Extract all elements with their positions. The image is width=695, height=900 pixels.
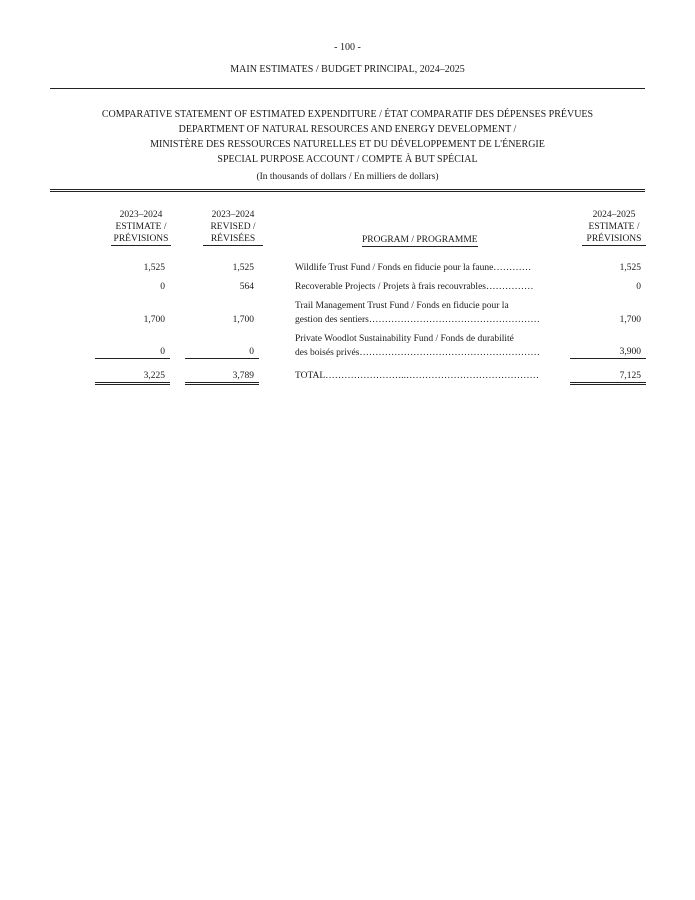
title-line: DEPARTMENT OF NATURAL RESOURCES AND ENERGY DEVELOPMENT / bbox=[178, 124, 517, 135]
table-row-1-revised: 1,525 bbox=[232, 263, 254, 273]
column-header-line: 2023–2024 bbox=[211, 210, 255, 220]
table-row-1-curr-estimate: 1,525 bbox=[619, 263, 641, 273]
table-row-2-prev-estimate: 0 bbox=[160, 282, 165, 292]
program-line: Trail Management Trust Fund / Fonds en fiducie pour la bbox=[295, 301, 509, 311]
table-row-4-revised: 0 bbox=[249, 347, 254, 357]
statement-title bbox=[50, 107, 645, 167]
subtotal-rule bbox=[570, 358, 646, 359]
table-row-1-program bbox=[295, 261, 560, 275]
title-line: SPECIAL PURPOSE ACCOUNT / COMPTE À BUT SPÉCIAL bbox=[217, 154, 478, 165]
table-row-1-prev-estimate: 1,525 bbox=[143, 263, 165, 273]
program-line: Private Woodlot Sustainability Fund / Fonds de durabilité bbox=[295, 334, 514, 344]
units-note: (In thousands of dollars / En milliers de dollars) bbox=[256, 172, 439, 182]
table-row-3-revised: 1,700 bbox=[232, 315, 254, 325]
column-header-line: 2024–2025 bbox=[592, 210, 636, 220]
column-header-line: ESTIMATE / bbox=[588, 222, 640, 232]
total-prev-estimate: 3,225 bbox=[143, 371, 165, 381]
total-double-rule bbox=[570, 382, 646, 385]
column-header-estimate-2024 bbox=[582, 209, 646, 246]
running-header: MAIN ESTIMATES / BUDGET PRINCIPAL, 2024–2025 bbox=[230, 64, 465, 75]
table-row-3-prev-estimate: 1,700 bbox=[143, 315, 165, 325]
title-line: COMPARATIVE STATEMENT OF ESTIMATED EXPENDITURE / ÉTAT COMPARATIF DES DÉPENSES PRÉVUES bbox=[101, 109, 594, 120]
column-header-revised-2023 bbox=[203, 209, 263, 246]
program-line: gestion des sentiers……………………………………………… bbox=[295, 315, 540, 325]
title-line: MINISTÈRE DES RESSOURCES NATURELLES ET DU DÉVELOPPEMENT DE L'ÉNERGIE bbox=[150, 139, 545, 150]
table-row-2-program bbox=[295, 280, 560, 294]
column-header-estimate-2023 bbox=[111, 209, 171, 246]
total-double-rule bbox=[95, 382, 170, 385]
total-double-rule bbox=[185, 382, 259, 385]
program-line: Wildlife Trust Fund / Fonds en fiducie pour la faune………… bbox=[295, 263, 532, 273]
header-rule bbox=[50, 88, 645, 89]
column-header-program: PROGRAM / PROGRAMME bbox=[362, 235, 478, 245]
subtotal-rule bbox=[185, 358, 259, 359]
program-line: des boisés privés………………………………………………… bbox=[295, 348, 540, 358]
column-header-line: REVISED / bbox=[210, 222, 256, 232]
total-label: TOTAL……………………..…………………………………… bbox=[295, 371, 539, 381]
table-row-3-curr-estimate: 1,700 bbox=[619, 315, 641, 325]
table-row-4-prev-estimate: 0 bbox=[160, 347, 165, 357]
table-row-2-revised: 564 bbox=[239, 282, 254, 292]
table-row-3-program bbox=[295, 299, 560, 327]
table-top-rule bbox=[50, 189, 645, 192]
column-header-line: ESTIMATE / bbox=[115, 222, 167, 232]
table-row-2-curr-estimate: 0 bbox=[636, 282, 641, 292]
column-header-line: 2023–2024 bbox=[119, 210, 163, 220]
total-revised: 3,789 bbox=[232, 371, 254, 381]
total-curr-estimate: 7,125 bbox=[619, 371, 641, 381]
subtotal-rule bbox=[95, 358, 170, 359]
program-line: Recoverable Projects / Projets à frais recouvrables…………… bbox=[295, 282, 534, 292]
table-row-4-program bbox=[295, 332, 560, 360]
column-header-line: PRÉVISIONS bbox=[582, 233, 646, 246]
table-row-4-curr-estimate: 3,900 bbox=[619, 347, 641, 357]
column-header-line: PRÉVISIONS bbox=[111, 233, 171, 246]
page-number: - 100 - bbox=[334, 42, 361, 53]
column-header-line: RÉVISÉES bbox=[203, 233, 263, 246]
